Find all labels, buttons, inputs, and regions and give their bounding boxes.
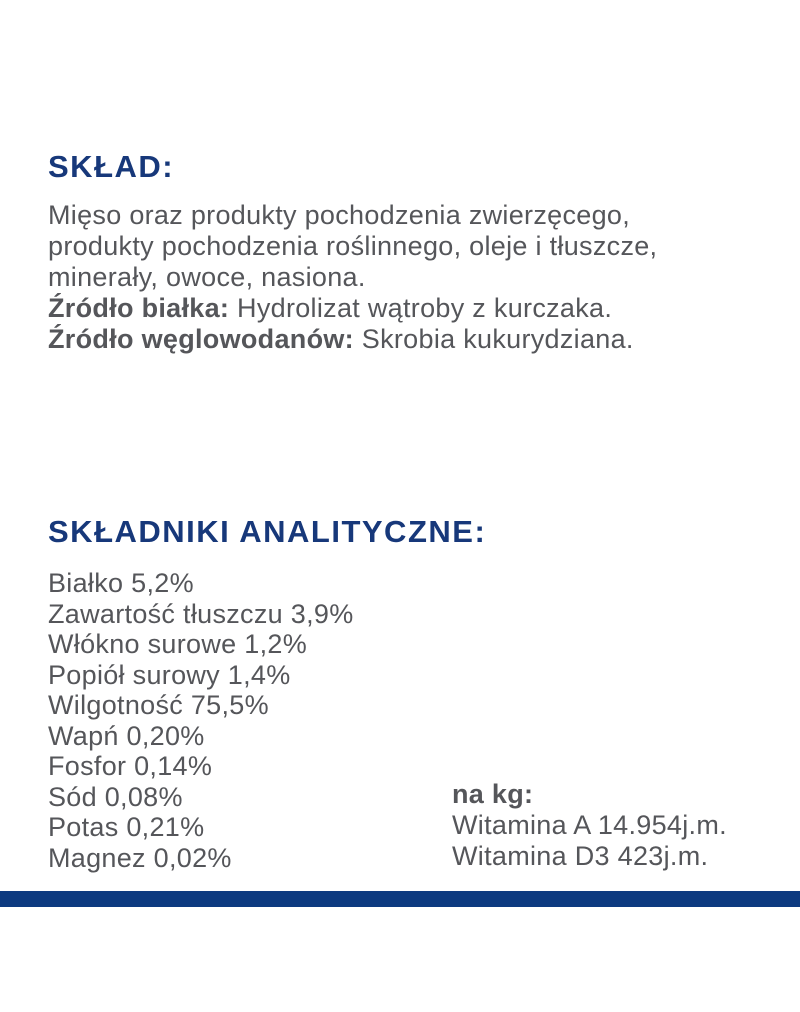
composition-line: produkty pochodzenia roślinnego, oleje i tłuszcze, [48,231,658,261]
composition-line: Mięso oraz produkty pochodzenia zwierzęcego, [48,200,631,230]
per-kg-label: na kg: [452,779,534,809]
per-kg-item: Witamina D3 423j.m. [452,841,709,871]
analytical-item: Magnez 0,02% [48,842,232,873]
analytical-heading: SKŁADNIKI ANALITYCZNE: [48,514,487,549]
protein-source-line [48,293,768,324]
analytical-item: Sód 0,08% [48,781,183,812]
analytical-item: Zawartość tłuszczu 3,9% [48,598,354,629]
carb-source-line [48,324,768,355]
carb-source-value: Skrobia kukurydziana. [361,324,634,354]
composition-heading: SKŁAD: [48,149,175,184]
per-kg-block [452,779,727,872]
analytical-item: Wilgotność 75,5% [48,690,269,720]
analytical-item: Fosfor 0,14% [48,751,213,781]
protein-source-label: Źródło białka: [48,293,230,323]
protein-source-value: Hydrolizat wątroby z kurczaka. [237,293,613,323]
analytical-item: Białko 5,2% [48,568,194,598]
analytical-item: Wapń 0,20% [48,720,205,751]
composition-body [48,200,768,355]
analytical-list [48,568,468,873]
analytical-item: Potas 0,21% [48,812,205,842]
footer-bar [0,891,800,907]
carb-source-label: Źródło węglowodanów: [48,324,354,354]
per-kg-item: Witamina A 14.954j.m. [452,810,727,840]
analytical-item: Popiół surowy 1,4% [48,659,291,690]
composition-line: minerały, owoce, nasiona. [48,262,366,292]
analytical-item: Włókno surowe 1,2% [48,629,308,659]
